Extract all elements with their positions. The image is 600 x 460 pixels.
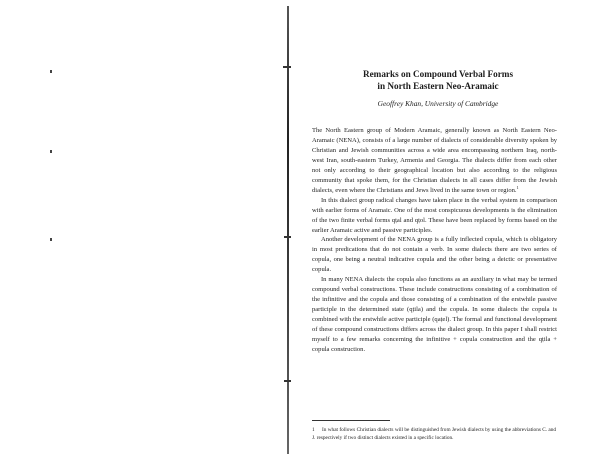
paper-author: Geoffrey Khan, University of Cambridge	[377, 99, 499, 108]
binding-gutter	[287, 6, 289, 454]
gutter-tick	[284, 236, 291, 238]
scan-speck	[50, 70, 52, 73]
paragraph-text: The North Eastern group of Modern Aramaic, generally known as North Eastern Neo-Aramaic (NENA), consists of a large number of dialects of considerable diversity spoken by Christian and Jewish communities across a wide area encompassing northern Iraq, north-west Iran, south-eastern Turkey, Armenia and Georgia. The dialects differ from each other not only according to their geographical location but also according to the religious community that spoke them, for the Christian dialects in all cases differ from the Jewish dialects, even where the Christians and Jews lived in the same town or region.	[312, 127, 557, 194]
paragraph-text: In this dialect group radical changes have taken place in the verbal system in comparison with earlier forms of Aramaic. One of the most conspicuous developments is the elimination of the two finite verbal forms qṭal and qṭol. These have been replaced by forms based on the earlier Aramaic active and passive participles.	[312, 196, 557, 234]
scan-speck	[50, 150, 52, 153]
paper-title-line-1: Remarks on Compound Verbal Forms	[362, 69, 514, 79]
footnote-number: 1	[312, 427, 315, 433]
paragraph	[312, 275, 557, 355]
gutter-tick	[284, 380, 291, 382]
paragraph-text: Another development of the NENA group is a fully inflected copula, which is obligatory in most predications that do not contain a verb. In some dialects there are two series of copula, one being a neutral indicative copula and the other being a deictic or presentative copula.	[312, 236, 557, 274]
paragraph	[312, 235, 557, 275]
paragraph	[312, 196, 557, 236]
footnote	[312, 426, 557, 442]
body-text	[312, 126, 557, 355]
footnote-text: In what follows Christian dialects will be distinguished from Jewish dialects by using the abbreviations C. and J. respectively if two distinct dialects existed in a specific location.	[312, 427, 557, 441]
footnote-ref: 1	[516, 184, 519, 190]
paragraph	[312, 126, 557, 196]
paper-title-line-2: in North Eastern Neo-Aramaic	[377, 81, 499, 91]
scan-speck	[50, 238, 52, 241]
gutter-tick	[283, 66, 291, 68]
paragraph-text: In many NENA dialects the copula also functions as an auxiliary in what may be termed compound verbal constructions. These include constructions consisting of a combination of the infinitive and the copula and those consisting of a combination of the erstwhile passive participle in the determined state (qṭila) and the copula. In some dialects the copula is combined with the erstwhile active participle (qaṭel). The formal and functional development of these compound constructions differs across the dialect group. In this paper I shall restrict myself to a few remarks concerning the infinitive + copula construction and the qṭila + copula construction.	[312, 276, 557, 353]
footnote-divider	[312, 420, 390, 421]
